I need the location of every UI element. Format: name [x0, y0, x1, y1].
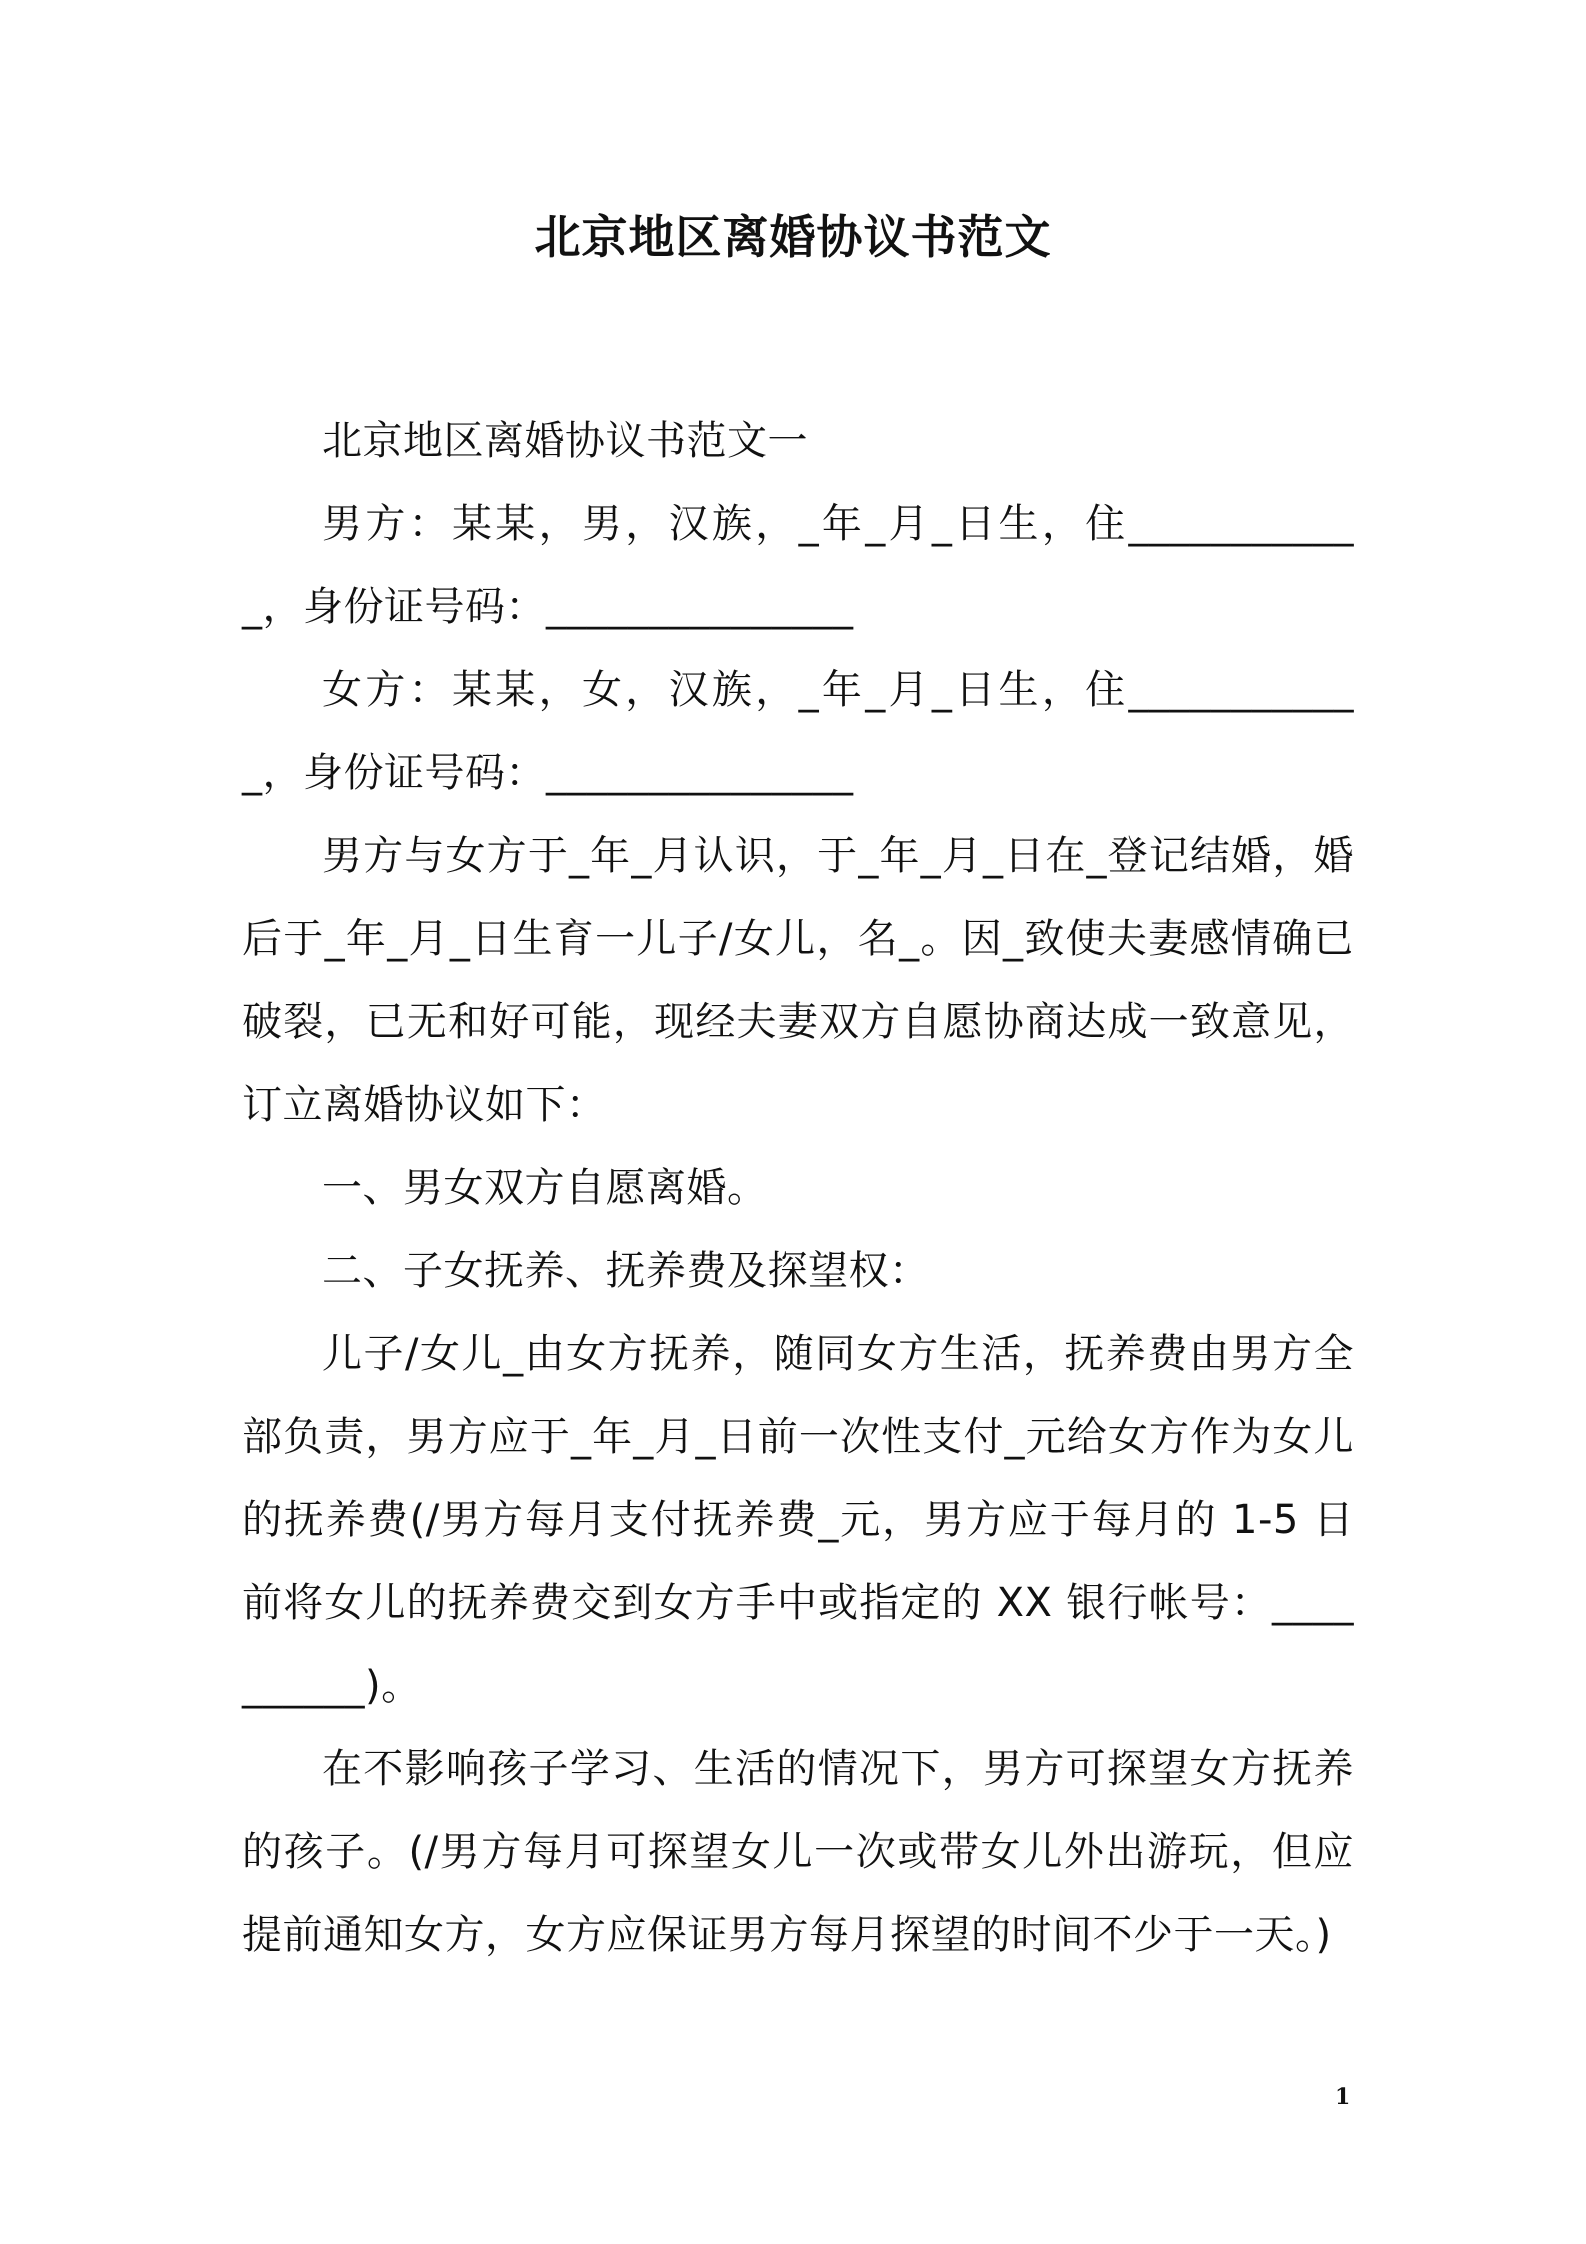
paragraph-male-party: 男方：某某，男，汉族，_年_月_日生，住____________，身份证号码：_______________	[242, 501, 1354, 630]
section-heading: 北京地区离婚协议书范文一	[322, 418, 808, 464]
page-number: 1	[1335, 2084, 1351, 2110]
paragraph-marriage-background: 男方与女方于_年_月认识，于_年_月_日在_登记结婚，婚后于_年_月_日生育一儿子/女儿，名_。因_致使夫妻感情确已破裂，已无和好可能，现经夫妻双方自愿协商达成一致意见，订立离婚协议如下：	[242, 833, 1354, 1128]
paragraph-female-party: 女方：某某，女，汉族，_年_月_日生，住____________，身份证号码：_______________	[242, 667, 1354, 796]
clause-two-heading: 二、子女抚养、抚养费及探望权：	[322, 1248, 930, 1294]
document-body	[242, 400, 1354, 1977]
paragraph-child-support: 儿子/女儿_由女方抚养，随同女方生活，抚养费由男方全部负责，男方应于_年_月_日前一次性支付_元给女方作为女儿的抚养费(/男方每月支付抚养费_元，男方应于每月的 1-5 日前将女儿的抚养费交到女方手中或指定的 XX 银行帐号：__________)。	[242, 1331, 1354, 1709]
paragraph-visitation: 在不影响孩子学习、生活的情况下，男方可探望女方抚养的孩子。(/男方每月可探望女儿一次或带女儿外出游玩，但应提前通知女方，女方应保证男方每月探望的时间不少于一天。)	[242, 1746, 1354, 1958]
document-title: 北京地区离婚协议书范文	[534, 210, 1052, 264]
clause-one: 一、男女双方自愿离婚。	[322, 1165, 768, 1211]
